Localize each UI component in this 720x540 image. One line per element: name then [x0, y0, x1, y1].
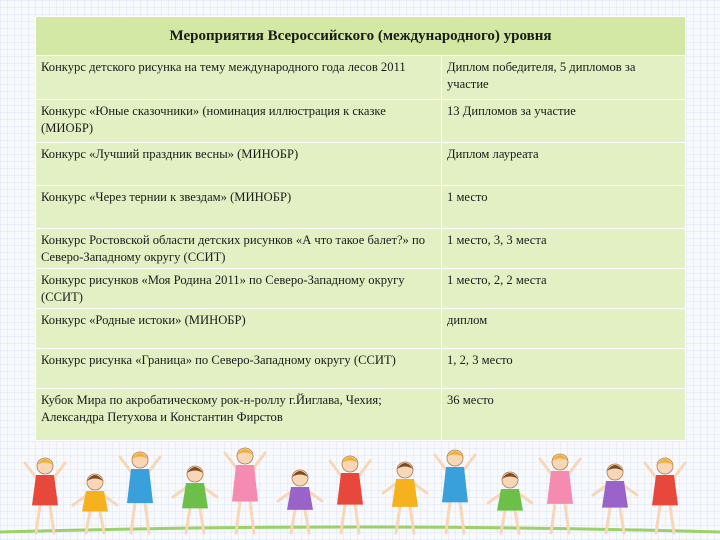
event-cell: Конкурс рисунков «Моя Родина 2011» по Северо-Западному округу (ССИТ) — [36, 269, 442, 309]
result-cell: 36 место — [442, 389, 686, 441]
children-figures — [25, 448, 685, 533]
child-figure — [435, 450, 475, 533]
table-row — [36, 143, 686, 186]
event-cell: Конкурс «Лучший праздник весны» (МИНОБР) — [36, 143, 442, 186]
event-cell: Кубок Мира по акробатическому рок-н-роллу г.Йиглава, Чехия; Александра Петухова и Константин Фирстов — [36, 389, 442, 441]
child-figure — [330, 456, 370, 533]
child-figure — [73, 474, 117, 533]
result-cell: 1 место, 3, 3 места — [442, 229, 686, 269]
child-figure — [383, 462, 427, 533]
result-cell: 1 место — [442, 186, 686, 229]
events-table — [35, 16, 686, 441]
event-cell: Конкурс Ростовской области детских рисунков «А что такое балет?» по Северо-Западному округу (ССИТ) — [36, 229, 442, 269]
child-figure — [645, 458, 685, 533]
table-row — [36, 56, 686, 100]
table-row — [36, 389, 686, 441]
child-figure — [540, 454, 580, 533]
table-row — [36, 309, 686, 349]
table-row — [36, 100, 686, 143]
child-figure — [120, 452, 160, 533]
result-cell: Диплом победителя, 5 дипломов за участие — [442, 56, 686, 100]
events-table-wrap — [35, 16, 685, 441]
table-row — [36, 229, 686, 269]
result-cell: 1 место, 2, 2 места — [442, 269, 686, 309]
table-row — [36, 269, 686, 309]
dancing-children-illustration — [0, 440, 720, 540]
child-figure — [278, 470, 322, 533]
table-row — [36, 349, 686, 389]
child-figure — [25, 458, 65, 533]
event-cell: Конкурс рисунка «Граница» по Северо-Западному округу (ССИТ) — [36, 349, 442, 389]
child-figure — [593, 464, 637, 533]
result-cell: диплом — [442, 309, 686, 349]
event-cell: Конкурс «Родные истоки» (МИНОБР) — [36, 309, 442, 349]
event-cell: Конкурс «Юные сказочники» (номинация иллюстрация к сказке (МИОБР) — [36, 100, 442, 143]
result-cell: Диплом лауреата — [442, 143, 686, 186]
result-cell: 1, 2, 3 место — [442, 349, 686, 389]
result-cell: 13 Дипломов за участие — [442, 100, 686, 143]
event-cell: Конкурс детского рисунка на тему международного года лесов 2011 — [36, 56, 442, 100]
table-title-row — [36, 17, 686, 56]
child-figure — [173, 466, 217, 533]
child-figure — [488, 472, 532, 533]
event-cell: Конкурс «Через тернии к звездам» (МИНОБР) — [36, 186, 442, 229]
table-title: Мероприятия Всероссийского (международного) уровня — [36, 17, 686, 56]
table-row — [36, 186, 686, 229]
child-figure — [225, 448, 265, 533]
